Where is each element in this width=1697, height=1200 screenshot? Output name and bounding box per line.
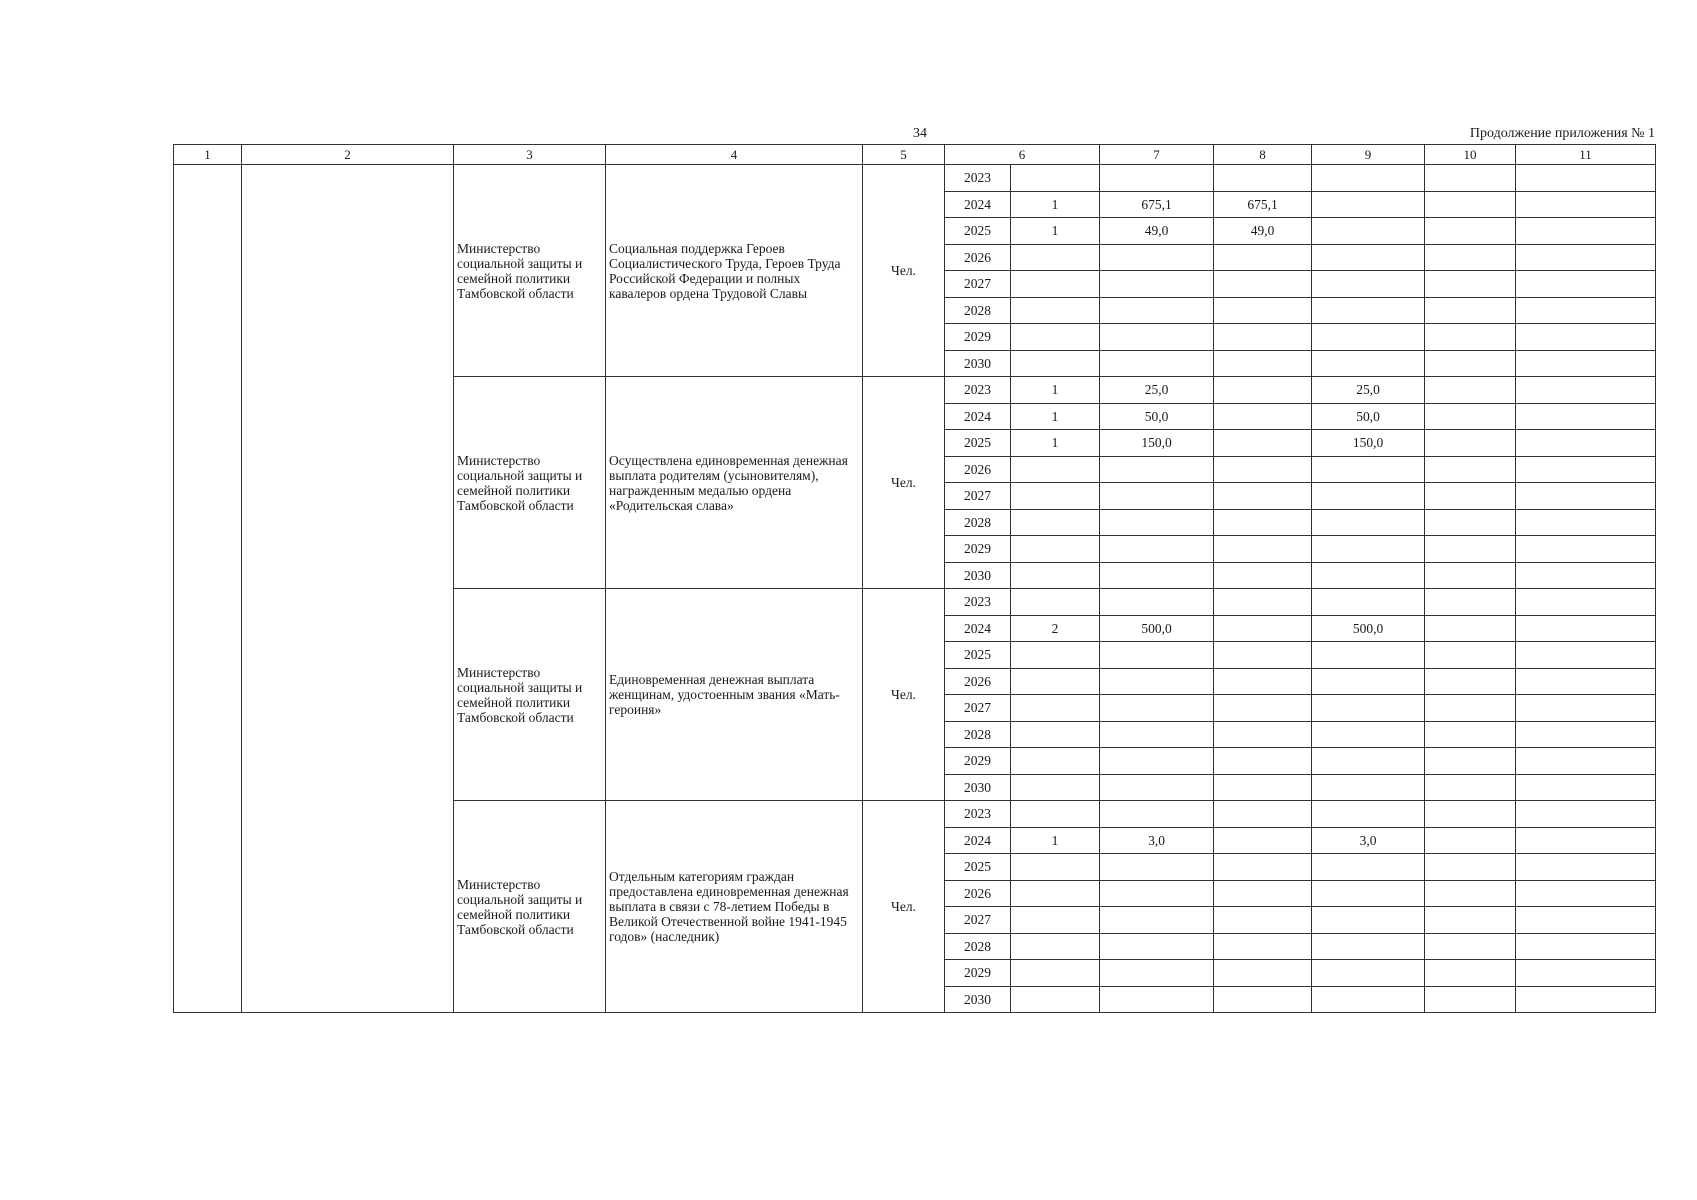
value-cell-c9 [1312, 297, 1425, 324]
value-cell-c7: 25,0 [1100, 377, 1214, 404]
value-cell-c10 [1425, 430, 1516, 457]
col-header-1: 1 [174, 145, 242, 165]
year-cell: 2030 [945, 986, 1011, 1013]
value-cell-c6: 1 [1011, 430, 1100, 457]
year-cell: 2027 [945, 907, 1011, 934]
value-cell-c9 [1312, 244, 1425, 271]
value-cell-c9 [1312, 271, 1425, 298]
value-cell-c9 [1312, 324, 1425, 351]
value-cell-c10 [1425, 880, 1516, 907]
value-cell-c10 [1425, 456, 1516, 483]
year-cell: 2023 [945, 801, 1011, 828]
value-cell-c11 [1516, 986, 1656, 1013]
value-cell-c9 [1312, 880, 1425, 907]
value-cell-c11 [1516, 191, 1656, 218]
year-cell: 2026 [945, 244, 1011, 271]
year-cell: 2029 [945, 324, 1011, 351]
value-cell-c6 [1011, 589, 1100, 616]
value-cell-c11 [1516, 615, 1656, 642]
value-cell-c10 [1425, 854, 1516, 881]
value-cell-c7 [1100, 562, 1214, 589]
value-cell-c6 [1011, 456, 1100, 483]
value-cell-c8 [1214, 377, 1312, 404]
measure-description-cell: Отдельным категориям граждан предоставлена единовременная денежная выплата в связи с 78-летием Победы в Великой Отечественной войне 1941-1945 годов» (наследник) [606, 801, 863, 1013]
value-cell-c10 [1425, 642, 1516, 669]
value-cell-c8 [1214, 827, 1312, 854]
col-header-2: 2 [242, 145, 454, 165]
value-cell-c9 [1312, 218, 1425, 245]
year-cell: 2025 [945, 854, 1011, 881]
value-cell-c6: 1 [1011, 218, 1100, 245]
value-cell-c11 [1516, 324, 1656, 351]
value-cell-c8 [1214, 933, 1312, 960]
year-cell: 2023 [945, 377, 1011, 404]
col-header-11: 11 [1516, 145, 1656, 165]
value-cell-c6 [1011, 695, 1100, 722]
value-cell-c9: 25,0 [1312, 377, 1425, 404]
value-cell-c10 [1425, 271, 1516, 298]
value-cell-c11 [1516, 907, 1656, 934]
value-cell-c10 [1425, 350, 1516, 377]
value-cell-c6 [1011, 324, 1100, 351]
ministry-cell: Министерство социальной защиты и семейной политики Тамбовской области [454, 801, 606, 1013]
value-cell-c7 [1100, 960, 1214, 987]
value-cell-c10 [1425, 324, 1516, 351]
value-cell-c8 [1214, 642, 1312, 669]
value-cell-c6 [1011, 880, 1100, 907]
value-cell-c10 [1425, 403, 1516, 430]
year-cell: 2026 [945, 880, 1011, 907]
value-cell-c7 [1100, 774, 1214, 801]
value-cell-c7 [1100, 589, 1214, 616]
value-cell-c7 [1100, 350, 1214, 377]
value-cell-c11 [1516, 960, 1656, 987]
measure-description-cell: Осуществлена единовременная денежная выплата родителям (усыновителям), награжденным медалью ордена «Родительская слава» [606, 377, 863, 589]
value-cell-c8 [1214, 350, 1312, 377]
unit-cell: Чел. [863, 165, 945, 377]
value-cell-c6 [1011, 297, 1100, 324]
value-cell-c8 [1214, 748, 1312, 775]
year-cell: 2026 [945, 456, 1011, 483]
value-cell-c10 [1425, 827, 1516, 854]
value-cell-c11 [1516, 509, 1656, 536]
value-cell-c10 [1425, 191, 1516, 218]
value-cell-c11 [1516, 271, 1656, 298]
value-cell-c6 [1011, 748, 1100, 775]
col2-cell [242, 165, 454, 1013]
value-cell-c6: 2 [1011, 615, 1100, 642]
value-cell-c7 [1100, 509, 1214, 536]
value-cell-c7 [1100, 642, 1214, 669]
value-cell-c7 [1100, 483, 1214, 510]
value-cell-c8 [1214, 324, 1312, 351]
value-cell-c10 [1425, 801, 1516, 828]
year-cell: 2024 [945, 827, 1011, 854]
value-cell-c8 [1214, 960, 1312, 987]
value-cell-c9 [1312, 933, 1425, 960]
col-header-5: 5 [863, 145, 945, 165]
table-row [174, 165, 1656, 192]
value-cell-c11 [1516, 642, 1656, 669]
value-cell-c7 [1100, 986, 1214, 1013]
value-cell-c6 [1011, 986, 1100, 1013]
year-cell: 2029 [945, 748, 1011, 775]
value-cell-c10 [1425, 933, 1516, 960]
value-cell-c11 [1516, 536, 1656, 563]
value-cell-c10 [1425, 562, 1516, 589]
value-cell-c11 [1516, 748, 1656, 775]
value-cell-c8 [1214, 721, 1312, 748]
value-cell-c7 [1100, 695, 1214, 722]
value-cell-c7: 675,1 [1100, 191, 1214, 218]
value-cell-c9 [1312, 562, 1425, 589]
year-cell: 2024 [945, 403, 1011, 430]
year-cell: 2028 [945, 721, 1011, 748]
unit-cell: Чел. [863, 589, 945, 801]
value-cell-c7 [1100, 536, 1214, 563]
value-cell-c9 [1312, 774, 1425, 801]
value-cell-c6 [1011, 907, 1100, 934]
value-cell-c8 [1214, 907, 1312, 934]
ministry-cell: Министерство социальной защиты и семейной политики Тамбовской области [454, 165, 606, 377]
continuation-caption: Продолжение приложения № 1 [1469, 126, 1655, 141]
col-header-6: 6 [945, 145, 1100, 165]
value-cell-c8 [1214, 562, 1312, 589]
year-cell: 2027 [945, 483, 1011, 510]
year-cell: 2027 [945, 271, 1011, 298]
value-cell-c11 [1516, 483, 1656, 510]
value-cell-c8 [1214, 403, 1312, 430]
value-cell-c9 [1312, 721, 1425, 748]
value-cell-c8 [1214, 986, 1312, 1013]
value-cell-c9 [1312, 801, 1425, 828]
value-cell-c6 [1011, 854, 1100, 881]
ministry-cell: Министерство социальной защиты и семейной политики Тамбовской области [454, 377, 606, 589]
year-cell: 2023 [945, 589, 1011, 616]
value-cell-c7 [1100, 271, 1214, 298]
value-cell-c8 [1214, 695, 1312, 722]
value-cell-c10 [1425, 907, 1516, 934]
value-cell-c11 [1516, 801, 1656, 828]
year-cell: 2030 [945, 562, 1011, 589]
value-cell-c11 [1516, 350, 1656, 377]
value-cell-c11 [1516, 562, 1656, 589]
value-cell-c9 [1312, 350, 1425, 377]
value-cell-c9 [1312, 456, 1425, 483]
value-cell-c11 [1516, 165, 1656, 192]
year-cell: 2030 [945, 350, 1011, 377]
value-cell-c11 [1516, 218, 1656, 245]
value-cell-c6 [1011, 668, 1100, 695]
value-cell-c6 [1011, 350, 1100, 377]
value-cell-c8 [1214, 880, 1312, 907]
value-cell-c9 [1312, 642, 1425, 669]
value-cell-c9 [1312, 509, 1425, 536]
value-cell-c9 [1312, 960, 1425, 987]
col-header-9: 9 [1312, 145, 1425, 165]
value-cell-c11 [1516, 827, 1656, 854]
value-cell-c9 [1312, 668, 1425, 695]
value-cell-c10 [1425, 774, 1516, 801]
value-cell-c7 [1100, 165, 1214, 192]
value-cell-c9: 3,0 [1312, 827, 1425, 854]
value-cell-c10 [1425, 483, 1516, 510]
column-number-row [174, 145, 1656, 165]
value-cell-c9 [1312, 986, 1425, 1013]
page-number: 34 [913, 126, 927, 141]
value-cell-c10 [1425, 509, 1516, 536]
value-cell-c9 [1312, 191, 1425, 218]
value-cell-c6 [1011, 165, 1100, 192]
value-cell-c6 [1011, 244, 1100, 271]
value-cell-c7 [1100, 854, 1214, 881]
value-cell-c9 [1312, 748, 1425, 775]
col-header-10: 10 [1425, 145, 1516, 165]
value-cell-c11 [1516, 430, 1656, 457]
ministry-cell: Министерство социальной защиты и семейной политики Тамбовской области [454, 589, 606, 801]
value-cell-c10 [1425, 986, 1516, 1013]
value-cell-c10 [1425, 615, 1516, 642]
value-cell-c11 [1516, 456, 1656, 483]
value-cell-c9 [1312, 854, 1425, 881]
value-cell-c9 [1312, 589, 1425, 616]
value-cell-c8 [1214, 297, 1312, 324]
value-cell-c8 [1214, 668, 1312, 695]
unit-cell: Чел. [863, 377, 945, 589]
value-cell-c11 [1516, 297, 1656, 324]
year-cell: 2024 [945, 191, 1011, 218]
value-cell-c10 [1425, 377, 1516, 404]
value-cell-c6 [1011, 483, 1100, 510]
value-cell-c10 [1425, 721, 1516, 748]
value-cell-c8 [1214, 165, 1312, 192]
value-cell-c8: 49,0 [1214, 218, 1312, 245]
value-cell-c7: 150,0 [1100, 430, 1214, 457]
value-cell-c10 [1425, 748, 1516, 775]
value-cell-c6 [1011, 271, 1100, 298]
value-cell-c7 [1100, 244, 1214, 271]
value-cell-c7 [1100, 456, 1214, 483]
value-cell-c10 [1425, 668, 1516, 695]
value-cell-c6 [1011, 774, 1100, 801]
value-cell-c7 [1100, 668, 1214, 695]
value-cell-c6 [1011, 536, 1100, 563]
value-cell-c6 [1011, 801, 1100, 828]
value-cell-c8 [1214, 615, 1312, 642]
col-header-8: 8 [1214, 145, 1312, 165]
value-cell-c11 [1516, 880, 1656, 907]
year-cell: 2028 [945, 509, 1011, 536]
col1-cell [174, 165, 242, 1013]
value-cell-c8 [1214, 854, 1312, 881]
value-cell-c8 [1214, 536, 1312, 563]
col-header-3: 3 [454, 145, 606, 165]
value-cell-c6 [1011, 642, 1100, 669]
col-header-7: 7 [1100, 145, 1214, 165]
value-cell-c7 [1100, 880, 1214, 907]
value-cell-c8 [1214, 774, 1312, 801]
year-cell: 2026 [945, 668, 1011, 695]
value-cell-c8 [1214, 483, 1312, 510]
value-cell-c7 [1100, 297, 1214, 324]
value-cell-c7: 49,0 [1100, 218, 1214, 245]
year-cell: 2028 [945, 933, 1011, 960]
value-cell-c7 [1100, 324, 1214, 351]
value-cell-c9 [1312, 907, 1425, 934]
value-cell-c6 [1011, 933, 1100, 960]
value-cell-c7 [1100, 933, 1214, 960]
value-cell-c6: 1 [1011, 191, 1100, 218]
value-cell-c10 [1425, 960, 1516, 987]
value-cell-c6: 1 [1011, 403, 1100, 430]
value-cell-c8 [1214, 244, 1312, 271]
value-cell-c7: 3,0 [1100, 827, 1214, 854]
value-cell-c10 [1425, 165, 1516, 192]
value-cell-c10 [1425, 244, 1516, 271]
value-cell-c10 [1425, 589, 1516, 616]
value-cell-c6 [1011, 721, 1100, 748]
appendix-table [173, 144, 1656, 1013]
year-cell: 2028 [945, 297, 1011, 324]
value-cell-c9 [1312, 165, 1425, 192]
year-cell: 2029 [945, 960, 1011, 987]
year-cell: 2029 [945, 536, 1011, 563]
value-cell-c11 [1516, 695, 1656, 722]
value-cell-c11 [1516, 933, 1656, 960]
value-cell-c11 [1516, 854, 1656, 881]
table-body [174, 165, 1656, 1013]
value-cell-c11 [1516, 589, 1656, 616]
year-cell: 2025 [945, 642, 1011, 669]
value-cell-c11 [1516, 403, 1656, 430]
year-cell: 2024 [945, 615, 1011, 642]
unit-cell: Чел. [863, 801, 945, 1013]
value-cell-c11 [1516, 377, 1656, 404]
value-cell-c8 [1214, 456, 1312, 483]
value-cell-c9: 50,0 [1312, 403, 1425, 430]
value-cell-c7 [1100, 748, 1214, 775]
value-cell-c10 [1425, 218, 1516, 245]
value-cell-c7: 50,0 [1100, 403, 1214, 430]
year-cell: 2023 [945, 165, 1011, 192]
value-cell-c9: 500,0 [1312, 615, 1425, 642]
measure-description-cell: Социальная поддержка Героев Социалистического Труда, Героев Труда Российской Федерации и полных кавалеров ордена Трудовой Славы [606, 165, 863, 377]
value-cell-c9 [1312, 695, 1425, 722]
value-cell-c7 [1100, 801, 1214, 828]
value-cell-c8 [1214, 801, 1312, 828]
value-cell-c10 [1425, 297, 1516, 324]
year-cell: 2027 [945, 695, 1011, 722]
value-cell-c8 [1214, 430, 1312, 457]
year-cell: 2025 [945, 430, 1011, 457]
value-cell-c8: 675,1 [1214, 191, 1312, 218]
value-cell-c8 [1214, 589, 1312, 616]
year-cell: 2030 [945, 774, 1011, 801]
value-cell-c7: 500,0 [1100, 615, 1214, 642]
year-cell: 2025 [945, 218, 1011, 245]
value-cell-c6 [1011, 562, 1100, 589]
measure-description-cell: Единовременная денежная выплата женщинам, удостоенным звания «Мать-героиня» [606, 589, 863, 801]
value-cell-c11 [1516, 244, 1656, 271]
value-cell-c7 [1100, 721, 1214, 748]
value-cell-c6 [1011, 960, 1100, 987]
value-cell-c9 [1312, 483, 1425, 510]
col-header-4: 4 [606, 145, 863, 165]
value-cell-c10 [1425, 536, 1516, 563]
value-cell-c11 [1516, 721, 1656, 748]
value-cell-c11 [1516, 668, 1656, 695]
value-cell-c9: 150,0 [1312, 430, 1425, 457]
value-cell-c10 [1425, 695, 1516, 722]
value-cell-c6: 1 [1011, 377, 1100, 404]
value-cell-c6 [1011, 509, 1100, 536]
value-cell-c11 [1516, 774, 1656, 801]
value-cell-c7 [1100, 907, 1214, 934]
value-cell-c8 [1214, 271, 1312, 298]
value-cell-c9 [1312, 536, 1425, 563]
value-cell-c8 [1214, 509, 1312, 536]
value-cell-c6: 1 [1011, 827, 1100, 854]
